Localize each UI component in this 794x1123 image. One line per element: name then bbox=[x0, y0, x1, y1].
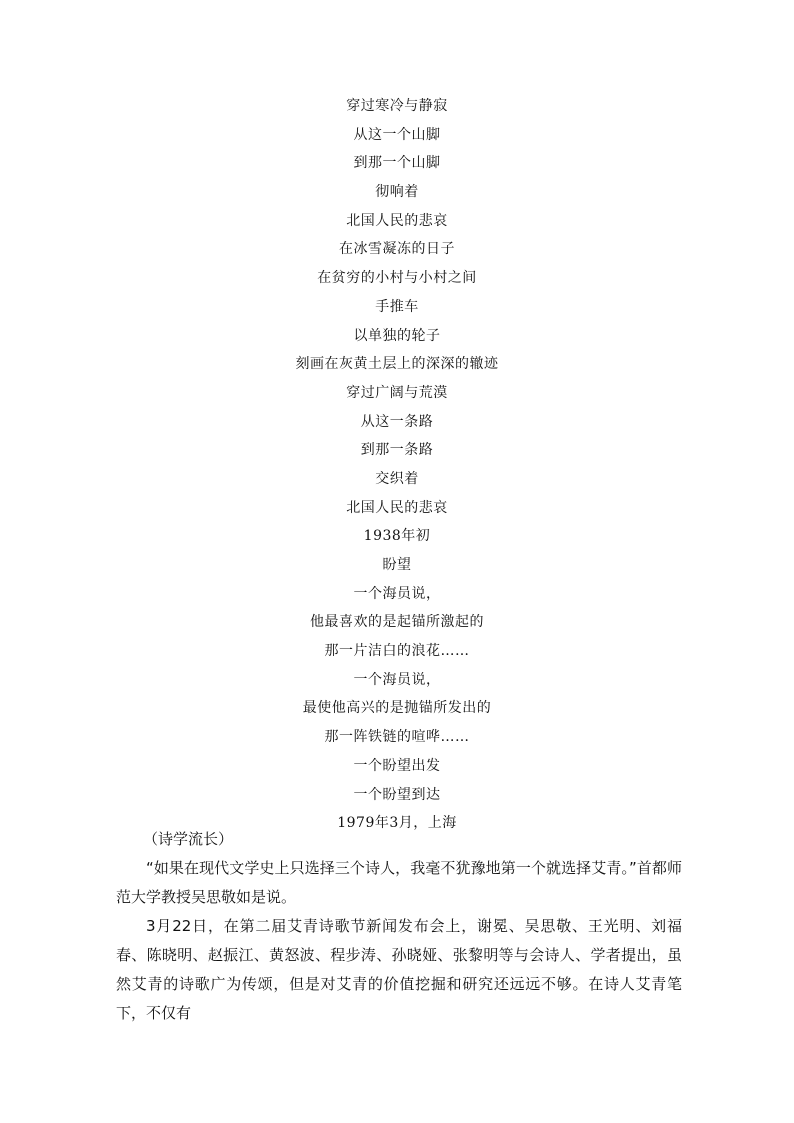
poem-line: 手推车 bbox=[375, 298, 419, 315]
poem-line: 到那一个山脚 bbox=[353, 155, 441, 172]
poem-line: 那一片洁白的浪花…… bbox=[324, 643, 470, 660]
poem-title-line: 盼望 bbox=[382, 557, 412, 573]
poem-line: 一个海员说， bbox=[353, 671, 441, 688]
poem-line: 从这一条路 bbox=[360, 413, 434, 430]
source-label: （诗学流长） bbox=[143, 830, 234, 848]
poem-line: 北国人民的悲哀 bbox=[346, 212, 448, 229]
paragraph: 3月22日，在第二届艾青诗歌节新闻发布会上，谢冕、吴思敬、王光明、刘福春、陈晓明、赵振江、黄怒波、程步涛、孙晓娅、张黎明等与会诗人、学者提出，虽然艾青的诗歌广为传颂，但是对艾青的价值挖掘和研究还远远不够。在诗人艾青笔下，不仅有 bbox=[116, 917, 682, 1022]
article-body bbox=[116, 825, 682, 1028]
poem-line: 一个盼望出发 bbox=[353, 757, 441, 774]
poem-block bbox=[0, 92, 794, 838]
poem-line: 在冰雪凝冻的日子 bbox=[339, 241, 455, 258]
poem-line: 到那一条路 bbox=[360, 442, 434, 459]
poem-line: 一个海员说， bbox=[353, 585, 441, 602]
poem-line: 以单独的轮子 bbox=[353, 327, 441, 344]
poem-line: 穿过广阔与荒漠 bbox=[346, 384, 448, 401]
poem-line: 最使他高兴的是抛锚所发出的 bbox=[302, 700, 492, 717]
poem-date-line: 1979年3月，上海 bbox=[337, 815, 457, 832]
poem-date-line: 1938年初 bbox=[363, 528, 431, 545]
poem-line: 刻画在灰黄土层上的深深的辙迹 bbox=[295, 356, 499, 373]
poem-line: 那一阵铁链的喧哗…… bbox=[324, 729, 470, 746]
poem-line: 交织着 bbox=[375, 470, 419, 487]
poem-line: 在贫穷的小村与小村之间 bbox=[317, 270, 477, 287]
poem-line: 一个盼望到达 bbox=[353, 786, 441, 803]
paragraph: “如果在现代文学史上只选择三个诗人，我毫不犹豫地第一个就选择艾青。”首都师范大学教授吴思敬如是说。 bbox=[116, 859, 682, 906]
poem-line: 北国人民的悲哀 bbox=[346, 499, 448, 516]
poem-line: 他最喜欢的是起锚所激起的 bbox=[310, 614, 484, 631]
poem-line: 彻响着 bbox=[375, 184, 419, 201]
poem-line: 穿过寒冷与静寂 bbox=[346, 98, 448, 114]
poem-line: 从这一个山脚 bbox=[353, 126, 441, 143]
